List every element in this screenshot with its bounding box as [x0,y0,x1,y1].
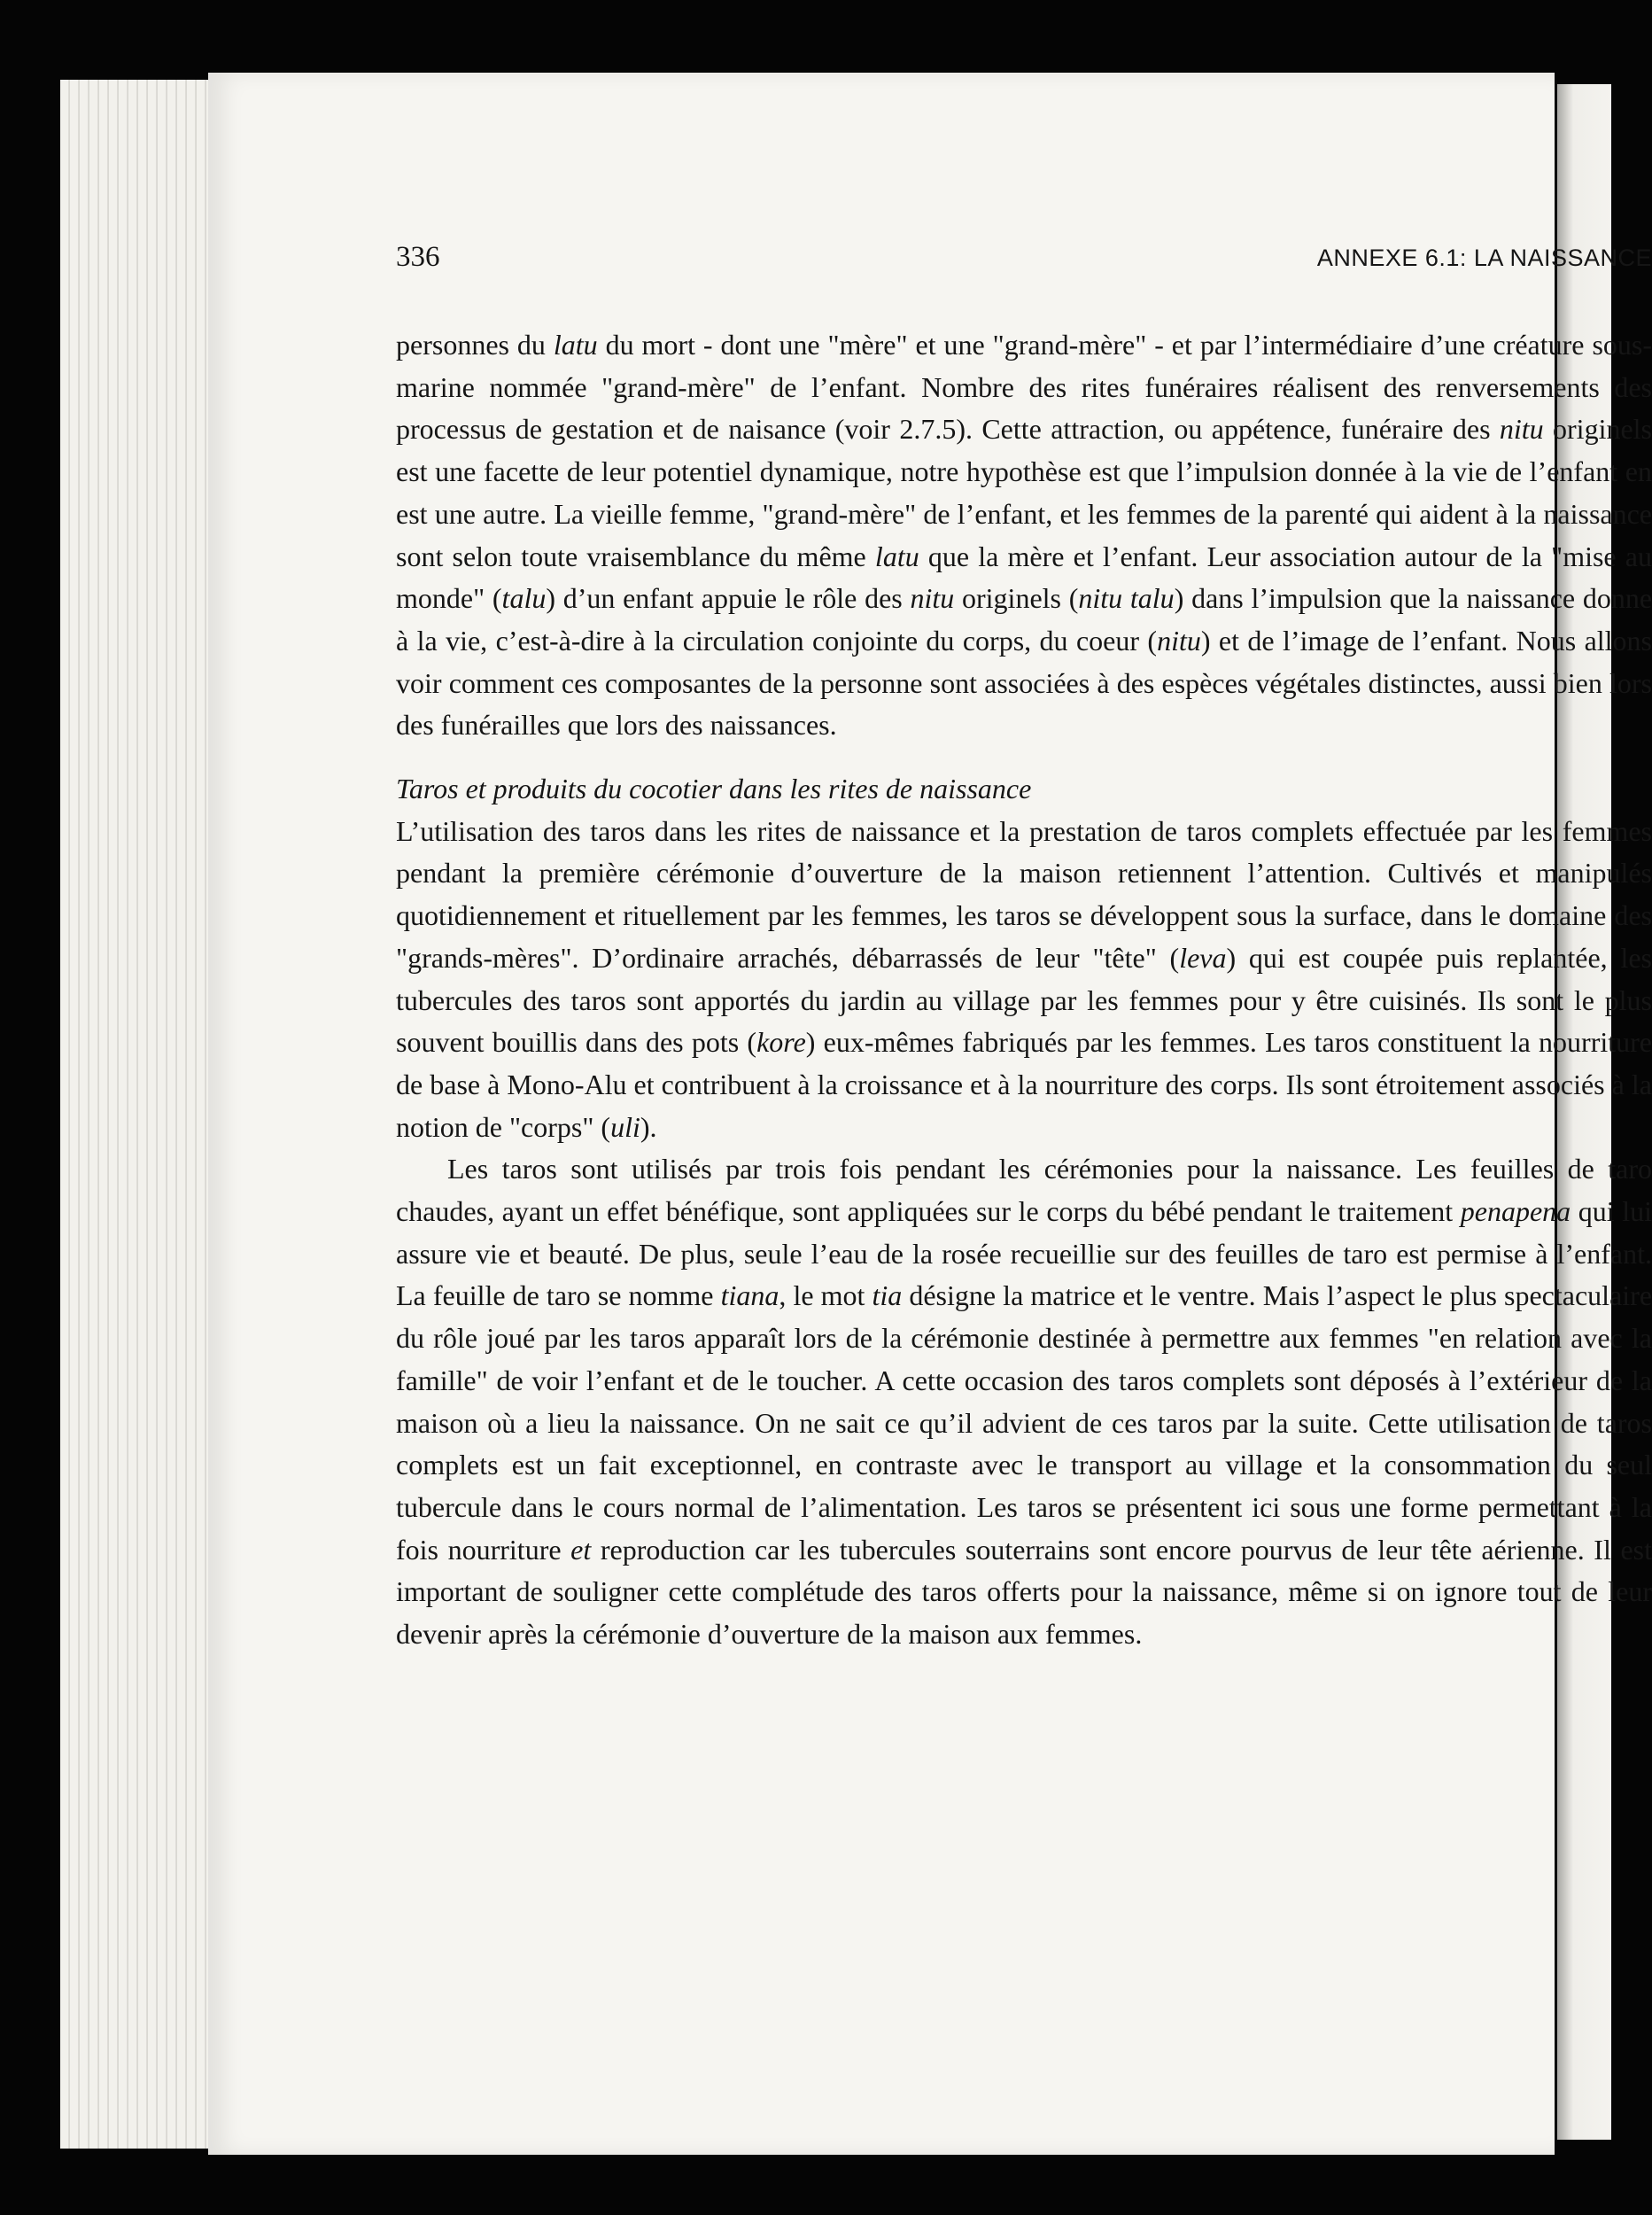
italic-term: latu [553,329,598,361]
italic-term: penapena [1460,1195,1571,1228]
text-run: reproduction car les tubercules souterrains sont encore pourvus de leur tête aérienne. Il est important de souligner cette complétude des taros offerts pour la naissance, même si on ignore tout de leur devenir après la cérémonie d’ouverture de la maison aux femmes. [396,1533,1652,1651]
text-run: désigne la matrice et le ventre. Mais l’aspect le plus spectaculaire du rôle joué par les taros apparaît lors de la cérémonie destinée à permettre aux femmes "en relation avec la famille" de voir l’enfant et de le toucher. A cette occasion des taros complets sont déposés à l’extérieur de la maison où a lieu la naissance. On ne sait ce qu’il advient de ces taros par la suite. Cette utilisation de taros complets est un fait exceptionnel, en contraste avec le transport au village et la consommation du seul tubercule dans le cours normal de l’alimentation. Les taros se présentent ici sous une forme permettant à la fois nourriture [396,1279,1652,1566]
text-run: ) eux-mêmes fabriqués par les femmes. Les taros constituent la nourriture de base à Mono-Alu et contribuent à la croissance et à la nourriture des corps. Ils sont étroitement associés à la notion de "corps" ( [396,1026,1652,1143]
italic-term: nitu [1499,413,1544,446]
italic-term: nitu [910,582,955,615]
text-run: qui lui assure vie et beauté. De plus, seule l’eau de la rosée recueillie sur des feuilles de taro est permise à l’enfant. La feuille de taro se nomme [396,1195,1652,1312]
italic-term: et [570,1533,592,1566]
text-run: que la mère et l’enfant. Leur association autour de la "mise au monde" ( [396,540,1652,615]
text-run: originels ( [954,582,1079,615]
text-run: ). [640,1110,657,1143]
text-run: originels est une facette de leur potentiel dynamique, notre hypothèse est que l’impulsion donnée à la vie de l’enfant en est une autre. La vieille femme, "grand-mère" de l’enfant, et les femmes de la parenté qui aident à la naissance sont selon toute vraisemblance du même [396,413,1652,572]
italic-term: uli [610,1110,640,1143]
text-run: du mort - dont une "mère" et une "grand-mère" - et par l’intermédiaire d’une créature sous-marine nommée "grand-mère" de l’enfant. Nombre des rites funéraires réalisent des renversements des processus de gestation et de naisance (voir 2.7.5). Cette attraction, ou appétence, funéraire des [396,329,1652,446]
text-run: ) dans l’impulsion que la naissance donne à la vie, c’est-à-dire à la circulation conjointe du corps, du coeur ( [396,582,1652,657]
italic-term: leva [1179,941,1227,974]
text-run: ) d’un enfant appuie le rôle des [546,582,911,615]
page-edges [60,80,229,2149]
text-run: ) et de l’image de l’enfant. Nous allons voir comment ces composantes de la personne sont associées à des espèces végétales distinctes, aussi bien lors des funérailles que lors des naissances. [396,624,1652,742]
text-run: ) qui est coupée puis replantée, les tubercules des taros sont apportés du jardin au village par les femmes pour y être cuisinés. Ils sont le plus souvent bouillis dans des pots ( [396,941,1652,1059]
italic-term: nitu [1157,624,1201,657]
text-block [396,241,1652,1656]
section-subheading: Taros et produits du cocotier dans les rites de naissance [396,773,1032,805]
running-title: ANNEXE 6.1: LA NAISSANCE [1316,245,1652,271]
italic-term: kore [756,1026,806,1059]
italic-term: talu [501,582,547,615]
book-page [208,73,1652,2155]
running-head [396,241,1652,294]
italic-term: tia [872,1279,903,1312]
paragraph-1 [396,324,1652,747]
text-run: , le mot [779,1279,873,1312]
text-run: personnes du [396,329,554,361]
text-run: Les taros sont utilisés par trois fois pendant les cérémonies pour la naissance. Les feuilles de taro chaudes, ayant un effet bénéfique, sont appliquées sur le corps du bébé pendant le traitement [396,1153,1652,1228]
paragraph-3 [396,1148,1652,1655]
italic-term: latu [874,540,919,572]
page-number: 336 [396,241,440,273]
text-run: L’utilisation des taros dans les rites de naissance et la prestation de taros complets effectuée par les femmes pendant la première cérémonie d’ouverture de la maison retiennent l’attention. Cultivés et manipulés quotidiennement et rituellement par les femmes, les taros se développent sous la surface, dans le domaine des "grands-mères". D’ordinaire arrachés, débarrassés de leur "tête" ( [396,814,1652,974]
italic-term: tiana [720,1279,779,1312]
paragraph-2 [396,811,1652,1149]
italic-term: nitu talu [1078,582,1175,615]
